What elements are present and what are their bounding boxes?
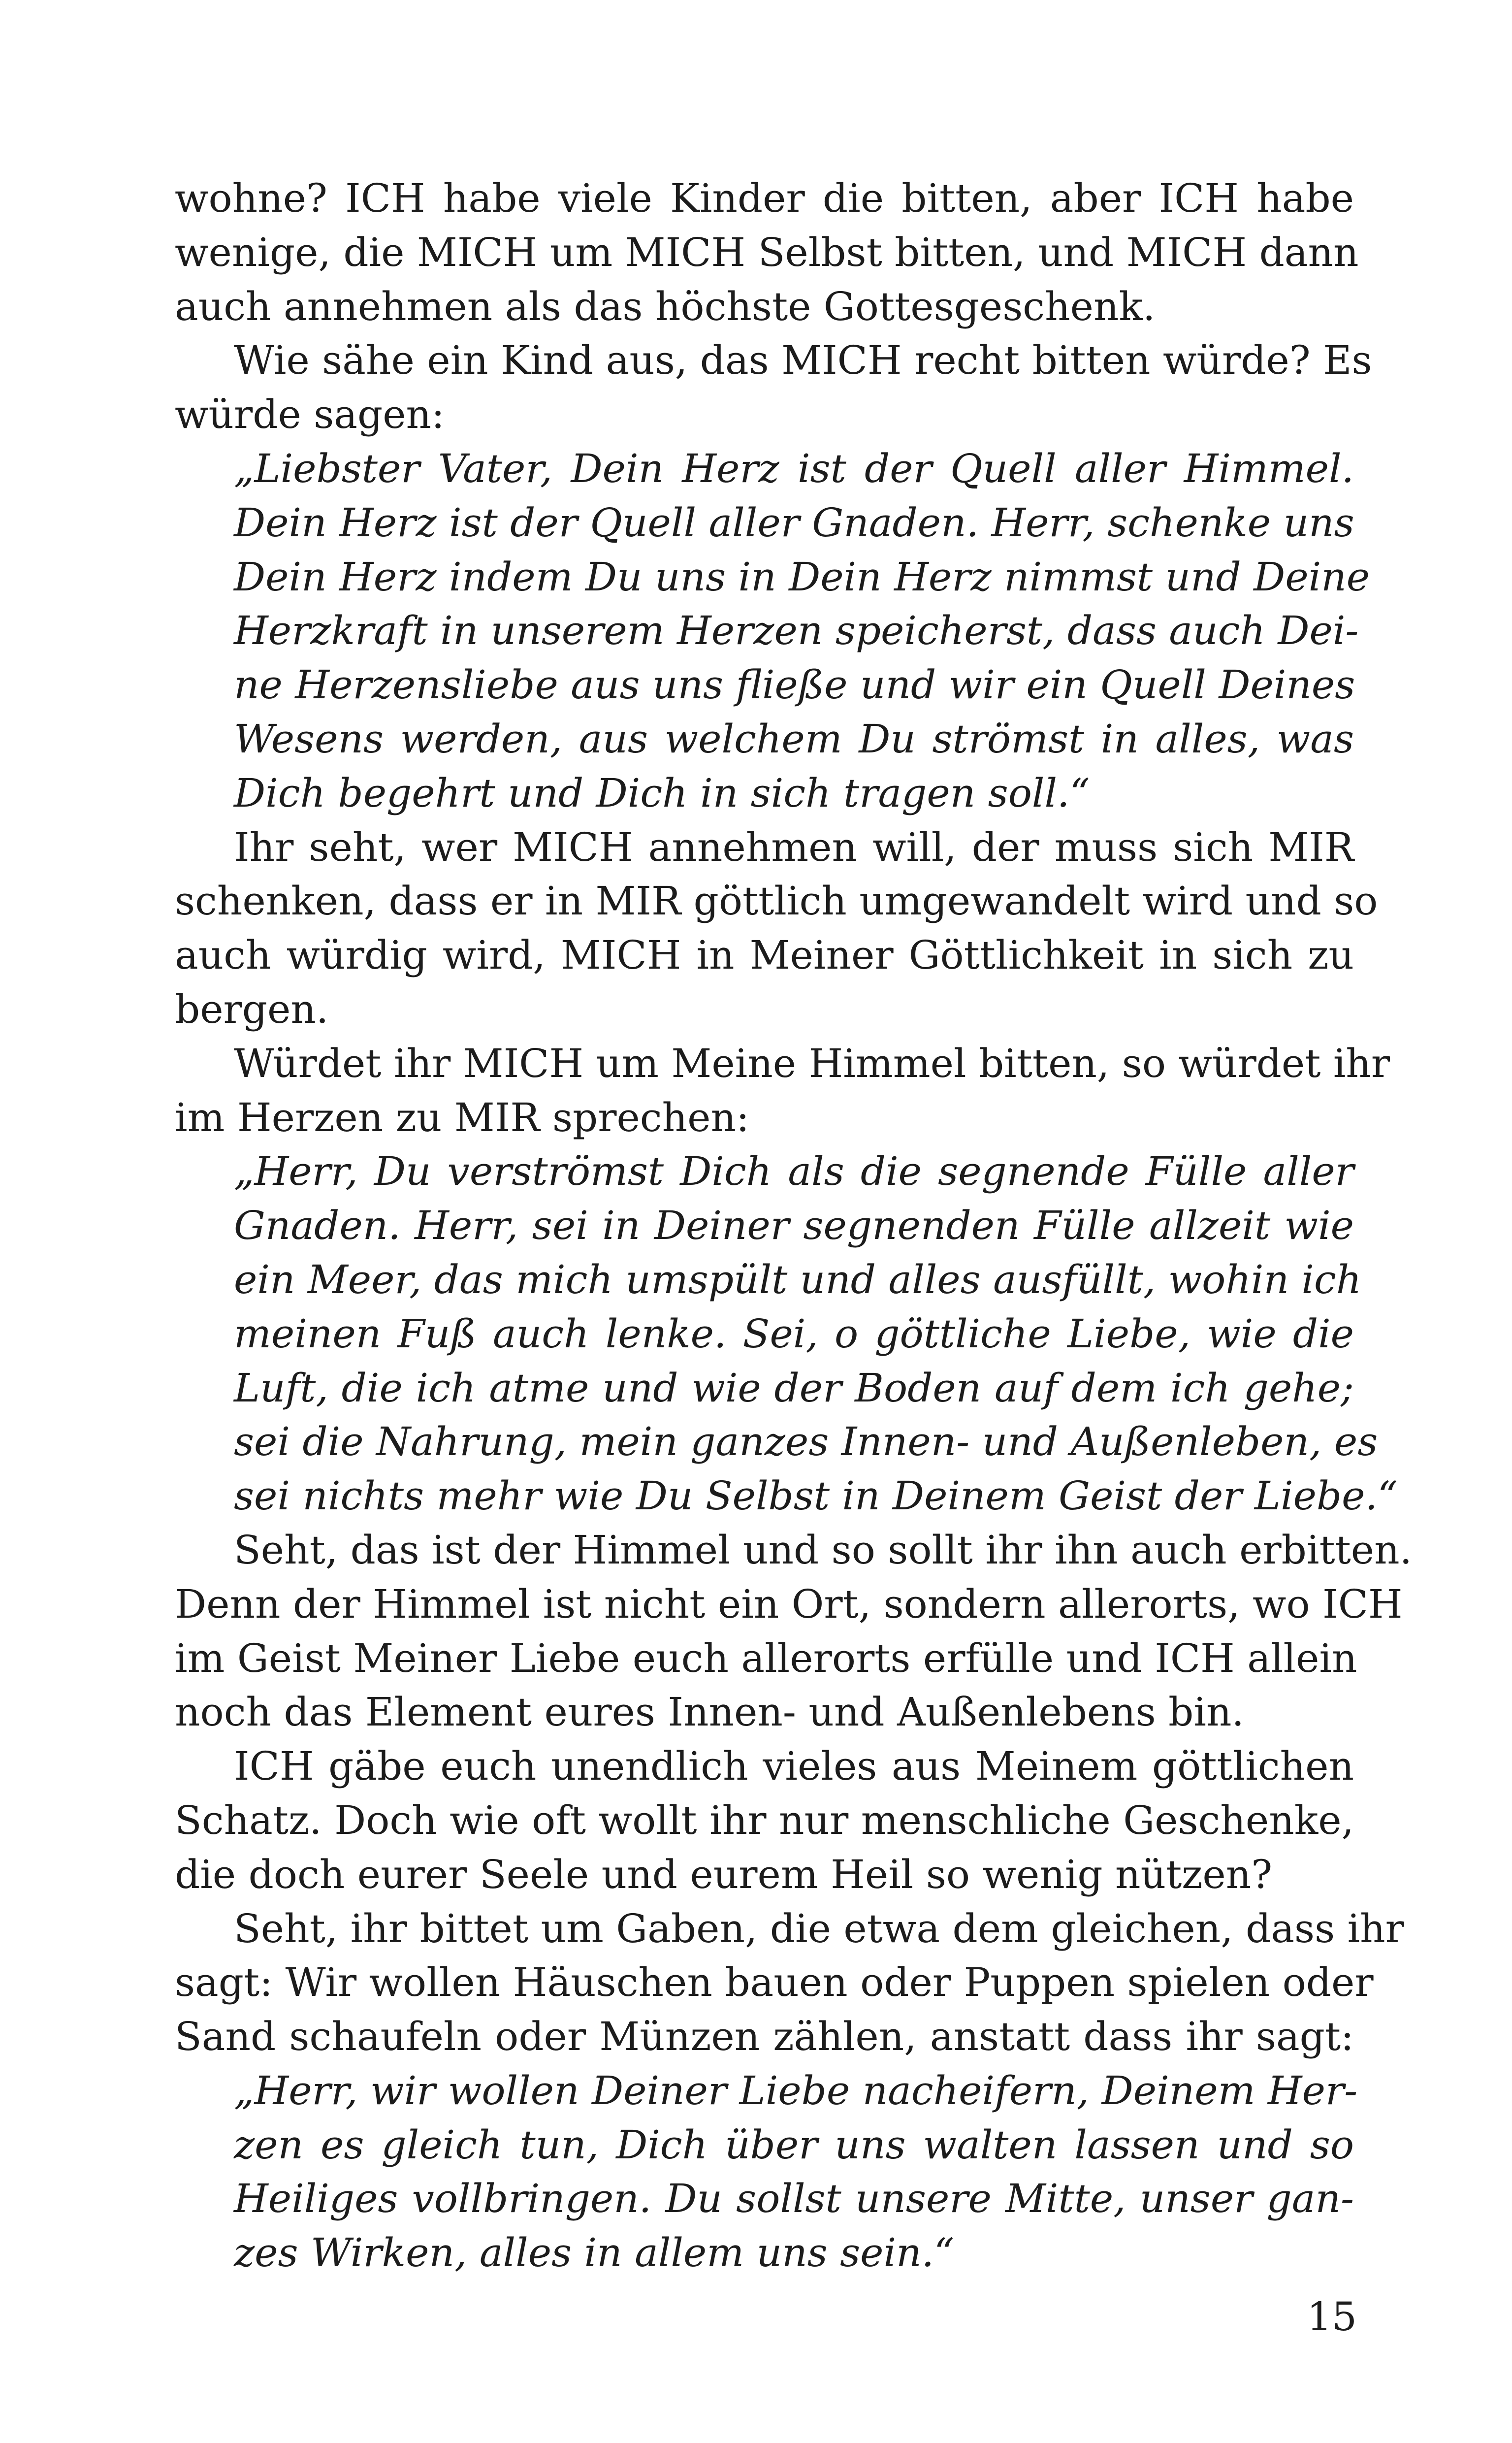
body-text bbox=[175, 171, 1413, 2280]
text-line: auch würdig wird, MICH in Meiner Göttlichkeit in sich zu bbox=[175, 932, 1354, 978]
prayer-quote-line: Wesens werden, aus welchem Du strömst in alles, was bbox=[234, 716, 1354, 762]
prayer-quote-line: zen es gleich tun, Dich über uns walten lassen und so bbox=[234, 2121, 1354, 2168]
paragraph-first-line: Ihr seht, wer MICH annehmen will, der muss sich MIR bbox=[234, 824, 1354, 870]
text-line: bergen. bbox=[175, 986, 329, 1032]
text-line: Denn der Himmel ist nicht ein Ort, sondern allerorts, wo ICH bbox=[175, 1581, 1403, 1627]
paragraph-first-line: ICH gäbe euch unendlich vieles aus Meinem göttlichen bbox=[234, 1743, 1354, 1790]
text-line: im Herzen zu MIR sprechen: bbox=[175, 1094, 749, 1140]
text-line: im Geist Meiner Liebe euch allerorts erfülle und ICH allein bbox=[175, 1635, 1357, 1681]
text-line: sagt: Wir wollen Häuschen bauen oder Puppen spielen oder bbox=[175, 1959, 1374, 2006]
prayer-quote-line: Luft, die ich atme und wie der Boden auf dem ich gehe; bbox=[234, 1365, 1354, 1411]
paragraph-first-line: Seht, ihr bittet um Gaben, die etwa dem gleichen, dass ihr bbox=[234, 1905, 1404, 1952]
prayer-quote-line: sei nichts mehr wie Du Selbst in Deinem Geist der Liebe.“ bbox=[234, 1473, 1398, 1519]
prayer-quote-line: „Liebster Vater, Dein Herz ist der Quell aller Himmel. bbox=[234, 445, 1354, 491]
text-line: auch annehmen als das höchste Gottesgeschenk. bbox=[175, 283, 1156, 329]
paragraph-first-line: Würdet ihr MICH um Meine Himmel bitten, so würdet ihr bbox=[234, 1040, 1390, 1086]
prayer-quote-line: sei die Nahrung, mein ganzes Innen- und Außenleben, es bbox=[234, 1419, 1378, 1465]
text-line: schenken, dass er in MIR göttlich umgewandelt wird und so bbox=[175, 878, 1378, 924]
prayer-quote-line: Dich begehrt und Dich in sich tragen soll.“ bbox=[234, 770, 1090, 816]
text-line: noch das Element eures Innen- und Außenlebens bin. bbox=[175, 1689, 1244, 1735]
paragraph-first-line: Seht, das ist der Himmel und so sollt ihr ihn auch erbitten. bbox=[234, 1527, 1413, 1573]
prayer-quote-line: Gnaden. Herr, sei in Deiner segnenden Fülle allzeit wie bbox=[234, 1203, 1354, 1249]
text-line: wohne? ICH habe viele Kinder die bitten, aber ICH habe bbox=[175, 175, 1354, 221]
text-line: Sand schaufeln oder Münzen zählen, anstatt dass ihr sagt: bbox=[175, 2014, 1354, 2060]
prayer-quote-line: Dein Herz ist der Quell aller Gnaden. Herr, schenke uns bbox=[234, 499, 1354, 546]
prayer-quote-line: ein Meer, das mich umspült und alles ausfüllt, wohin ich bbox=[234, 1256, 1362, 1303]
page-number: 15 bbox=[1307, 2294, 1357, 2340]
prayer-quote-line: Heiliges vollbringen. Du sollst unsere Mitte, unser gan- bbox=[234, 2176, 1354, 2222]
text-line: würde sagen: bbox=[175, 391, 445, 438]
prayer-quote-line: Herzkraft in unserem Herzen speicherst, dass auch Dei- bbox=[234, 608, 1359, 654]
prayer-quote-line: zes Wirken, alles in allem uns sein.“ bbox=[234, 2230, 954, 2276]
text-line: Schatz. Doch wie oft wollt ihr nur menschliche Geschenke, bbox=[175, 1797, 1354, 1843]
text-line: die doch eurer Seele und eurem Heil so wenig nützen? bbox=[175, 1851, 1273, 1897]
paragraph-first-line: Wie sähe ein Kind aus, das MICH recht bitten würde? Es bbox=[234, 337, 1372, 384]
text-line: wenige, die MICH um MICH Selbst bitten, und MICH dann bbox=[175, 229, 1359, 275]
prayer-quote-line: Dein Herz indem Du uns in Dein Herz nimmst und Deine bbox=[234, 554, 1370, 600]
prayer-quote-line: „Herr, wir wollen Deiner Liebe nacheifern, Deinem Her- bbox=[234, 2067, 1358, 2114]
prayer-quote-line: meinen Fuß auch lenke. Sei, o göttliche Liebe, wie die bbox=[234, 1310, 1354, 1357]
prayer-quote-line: ne Herzensliebe aus uns fließe und wir ein Quell Deines bbox=[234, 662, 1355, 708]
prayer-quote-line: „Herr, Du verströmst Dich als die segnende Fülle aller bbox=[234, 1148, 1354, 1195]
